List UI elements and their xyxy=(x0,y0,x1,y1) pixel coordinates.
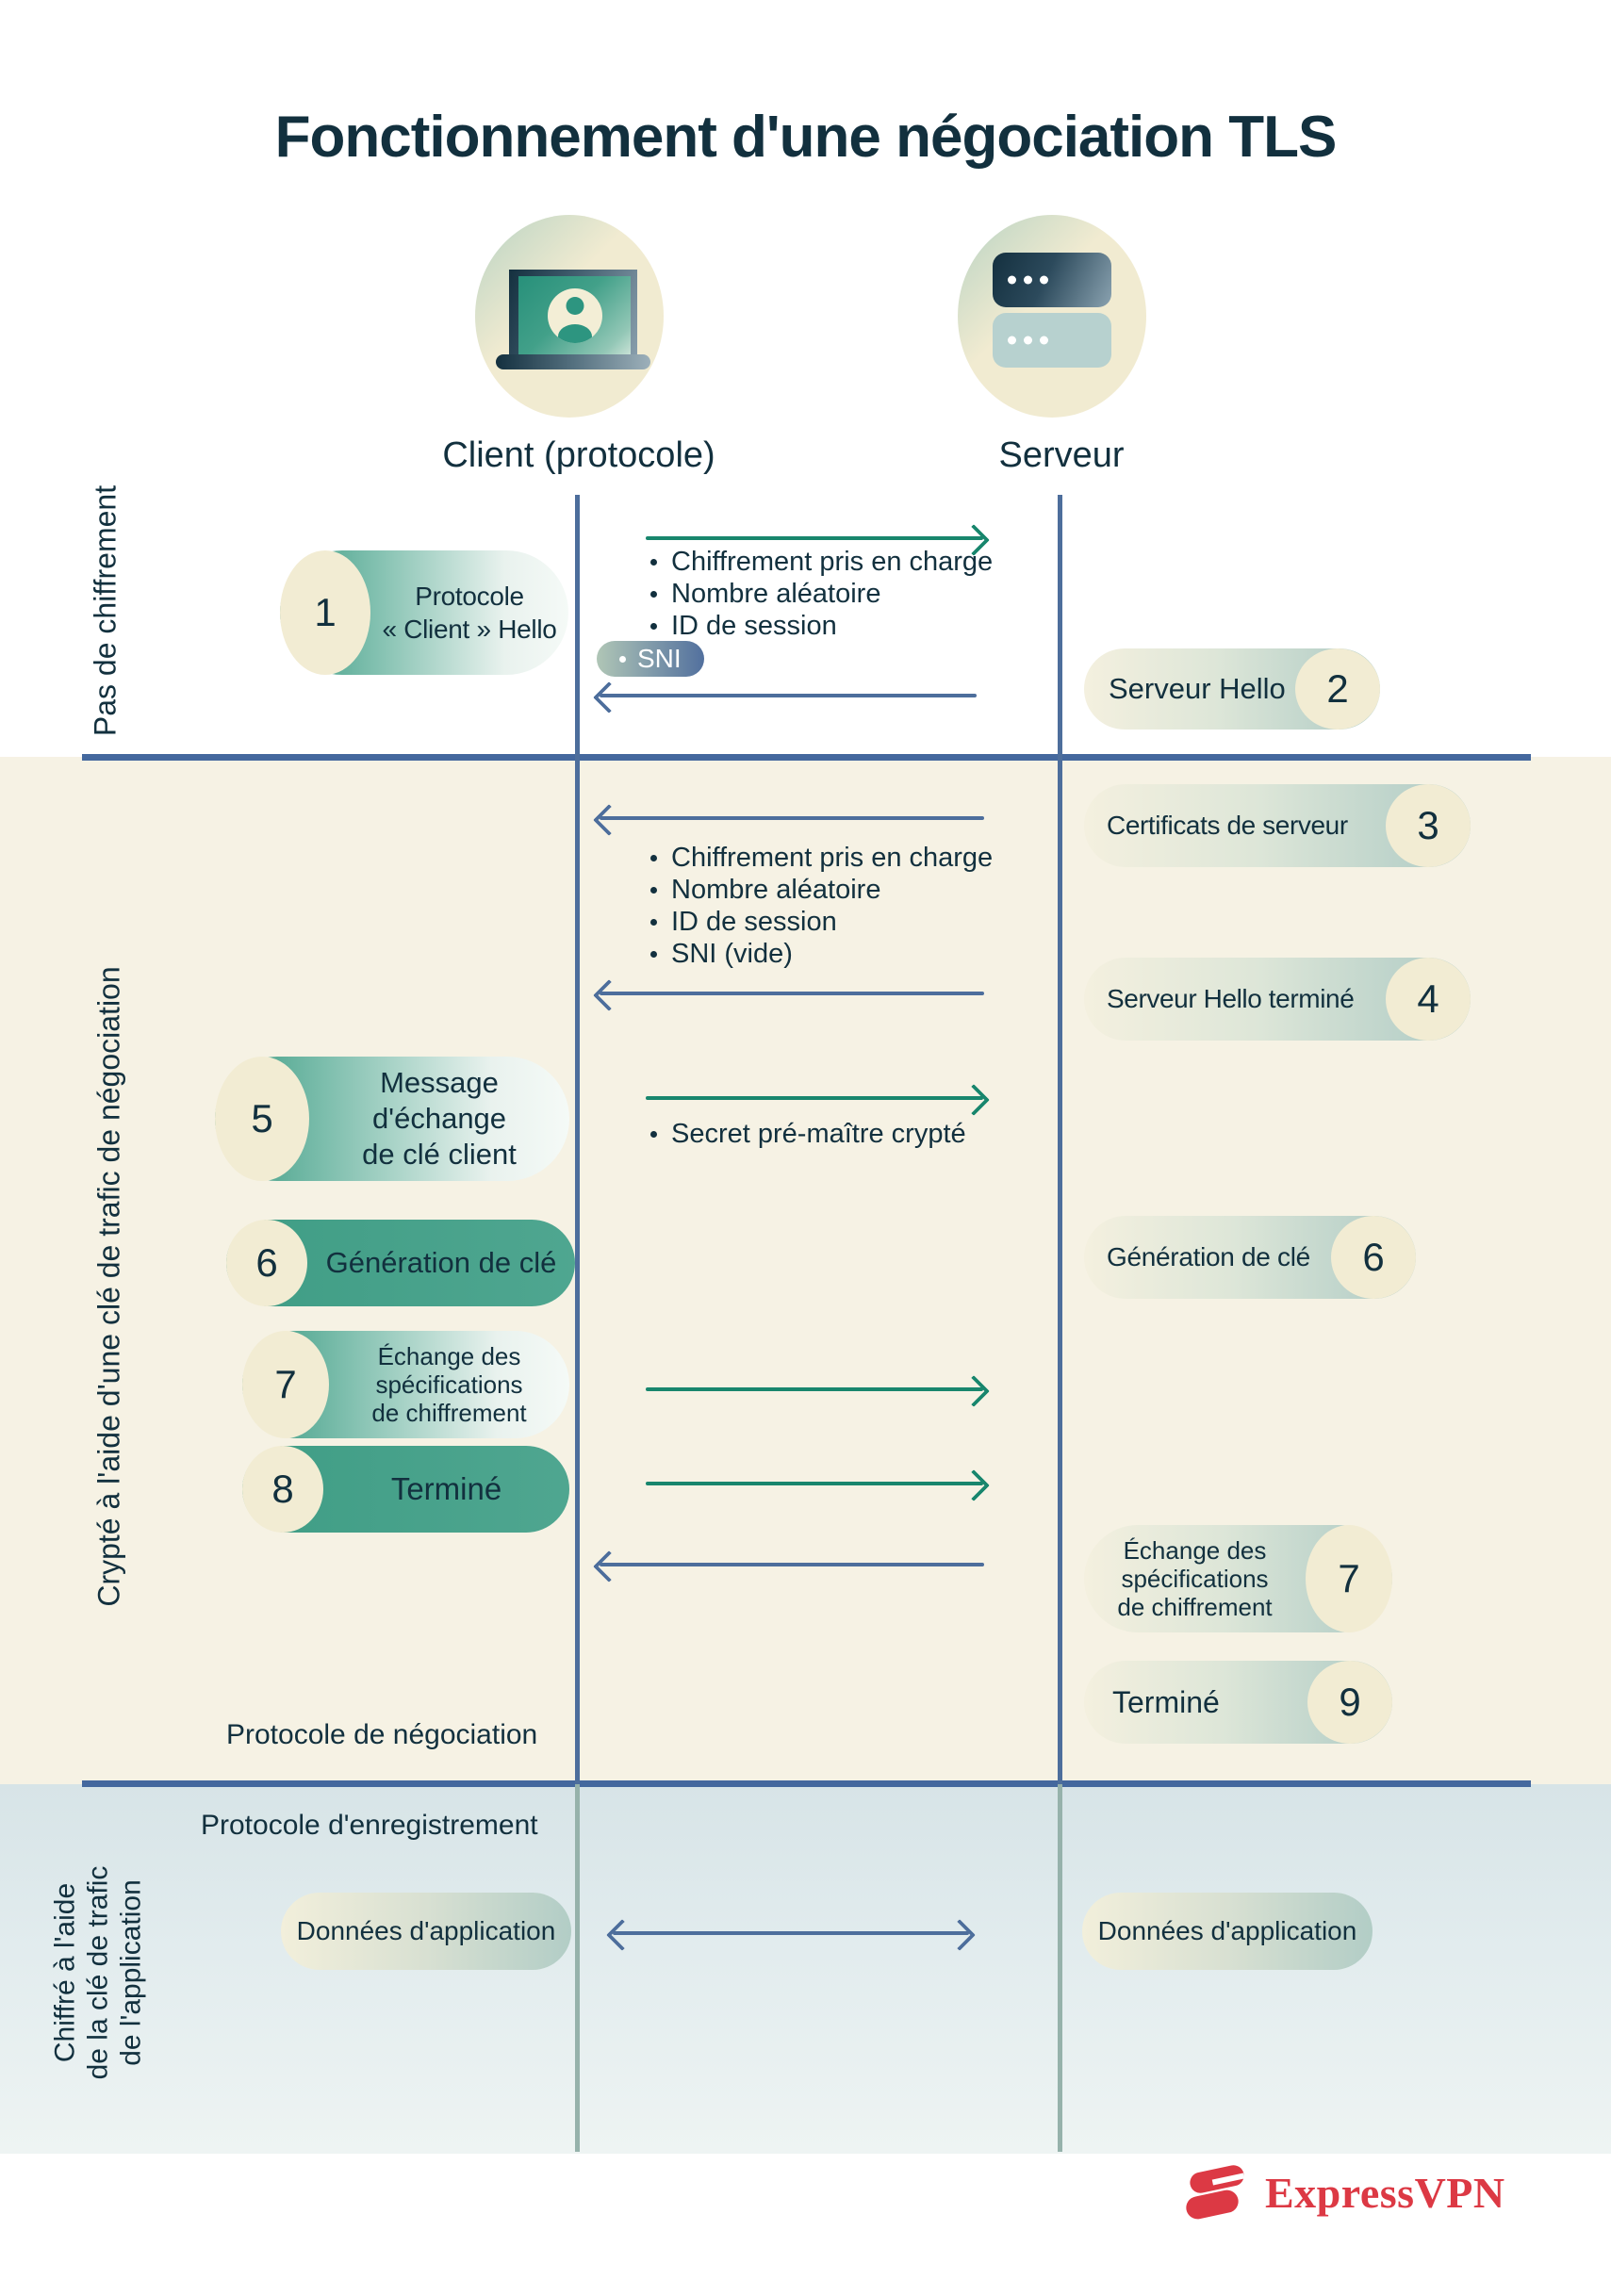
section-divider-2 xyxy=(82,1780,1531,1787)
client-lifeline xyxy=(575,495,580,1784)
pill-label-line: Échange des xyxy=(377,1342,521,1370)
laptop-base xyxy=(496,354,650,369)
sni-text: SNI xyxy=(637,644,682,673)
step-number-badge: 6 xyxy=(1331,1216,1416,1299)
negotiation-protocol-label: Protocole de négociation xyxy=(226,1719,538,1750)
pill-label-line: de chiffrement xyxy=(371,1399,527,1427)
pill-label: Certificats de serveur xyxy=(1107,811,1348,840)
step-finished-server-pill xyxy=(1084,1661,1392,1744)
step-key-generation-client-pill xyxy=(226,1220,575,1306)
server-hello-bullet-list xyxy=(650,842,993,970)
client-hello-bullet-list xyxy=(650,546,993,642)
step-number-badge: 1 xyxy=(280,550,370,675)
side-label-line: Chiffré à l'aide xyxy=(49,1882,81,2063)
avatar-head xyxy=(566,297,584,315)
step-number-badge: 7 xyxy=(242,1331,329,1438)
side-label-line: de la clé de trafic xyxy=(82,1865,114,2080)
pill-label: Terminé xyxy=(1112,1684,1220,1719)
arrow-server-hello-done xyxy=(598,982,986,1005)
bullet-icon xyxy=(650,919,657,926)
bullet-text: Chiffrement pris en charge xyxy=(671,546,994,577)
pill-label: Serveur Hello xyxy=(1109,672,1286,705)
bullet-icon xyxy=(650,623,657,630)
bullet-text: Secret pré-maître crypté xyxy=(671,1118,966,1149)
pill-label-line: « Client » Hello xyxy=(382,615,557,644)
pill-label-line: de chiffrement xyxy=(1117,1593,1273,1621)
step-server-certificates-pill xyxy=(1084,784,1471,867)
pill-label-line: Échange des xyxy=(1123,1536,1267,1565)
side-label-application-key xyxy=(49,1866,148,2080)
step-client-hello-pill xyxy=(280,550,568,675)
bullet-icon xyxy=(650,1131,657,1138)
step-cipher-spec-server-pill xyxy=(1084,1525,1392,1632)
expressvpn-logo-icon xyxy=(1184,2164,1254,2228)
avatar-shoulders xyxy=(558,324,592,343)
application-data-client-pill: Données d'application xyxy=(281,1893,571,1970)
list-item xyxy=(650,842,993,874)
list-item xyxy=(650,546,993,578)
avatar xyxy=(548,288,602,343)
step-key-generation-server-pill xyxy=(1084,1216,1416,1299)
list-item xyxy=(650,610,993,642)
server-led-icon xyxy=(1024,336,1032,345)
side-label-negotiation-key: Crypté à l'aide d'une clé de trafic de négociation xyxy=(91,966,126,1607)
bullet-text: ID de session xyxy=(671,610,837,641)
step-server-hello-done-pill xyxy=(1084,958,1471,1041)
step-server-hello-pill xyxy=(1084,648,1380,730)
bullet-text: SNI (vide) xyxy=(671,938,793,969)
server-led-icon xyxy=(1040,336,1048,345)
arrow-certificates xyxy=(598,807,986,829)
application-data-server-pill: Données d'application xyxy=(1082,1893,1373,1970)
pill-label: Génération de clé xyxy=(1107,1242,1310,1271)
client-label: Client (protocole) xyxy=(442,435,715,475)
laptop-screen-glass xyxy=(518,276,631,354)
list-item xyxy=(650,938,993,970)
client-laptop-icon xyxy=(475,215,664,418)
bullet-text: ID de session xyxy=(671,906,837,937)
client-lifeline-application xyxy=(575,1784,580,2152)
bullet-icon xyxy=(650,559,657,566)
bullet-icon xyxy=(650,855,657,861)
arrow-server-hello xyxy=(598,684,978,707)
pill-label-line: de clé client xyxy=(362,1138,517,1171)
laptop-screen xyxy=(509,270,637,354)
bullet-icon xyxy=(650,887,657,894)
list-item xyxy=(650,578,993,610)
pill-label-line: spécifications xyxy=(1121,1565,1269,1593)
arrow-finished-client xyxy=(644,1472,985,1495)
server-led-icon xyxy=(1024,276,1032,285)
server-lifeline xyxy=(1058,495,1062,1784)
side-label-no-encryption: Pas de chiffrement xyxy=(88,484,123,737)
server-label: Serveur xyxy=(998,435,1125,475)
bullet-text: Nombre aléatoire xyxy=(671,874,881,905)
server-lifeline-application xyxy=(1058,1784,1062,2152)
server-stack-icon xyxy=(958,215,1146,418)
server-unit-bottom xyxy=(993,313,1111,368)
step-key-exchange-pill xyxy=(215,1057,569,1181)
pill-label-line: spécifications xyxy=(375,1370,523,1399)
step-cipher-spec-client-pill xyxy=(242,1331,569,1438)
pill-label: Génération de clé xyxy=(325,1246,557,1279)
record-protocol-label: Protocole d'enregistrement xyxy=(201,1810,538,1841)
server-led-icon xyxy=(1008,276,1016,285)
pill-label-line: Message d'échange xyxy=(371,1066,507,1135)
server-led-icon xyxy=(1008,336,1016,345)
arrow-cipher-spec-server xyxy=(598,1553,986,1576)
arrow-application-data xyxy=(611,1922,971,1944)
pill-label: Terminé xyxy=(390,1471,502,1506)
list-item xyxy=(650,906,993,938)
step-number-badge: 2 xyxy=(1295,648,1380,730)
server-led-icon xyxy=(1040,276,1048,285)
step-number-badge: 8 xyxy=(242,1446,323,1533)
section-divider-1 xyxy=(82,754,1531,761)
pill-label-line: Protocole xyxy=(415,582,524,611)
arrow-cipher-spec-client xyxy=(644,1378,985,1401)
step-number-badge: 4 xyxy=(1386,958,1471,1041)
secret-bullet xyxy=(650,1118,966,1150)
step-number-badge: 7 xyxy=(1306,1525,1392,1632)
bullet-text: Chiffrement pris en charge xyxy=(671,842,994,873)
step-finished-client-pill xyxy=(242,1446,569,1533)
logo-bar-bottom xyxy=(1184,2188,1241,2221)
arrow-key-exchange xyxy=(644,1087,985,1109)
bullet-icon xyxy=(619,656,626,663)
bullet-icon xyxy=(650,951,657,958)
expressvpn-wordmark: ExpressVPN xyxy=(1265,2169,1505,2217)
pill-label: Serveur Hello terminé xyxy=(1107,984,1355,1013)
server-unit-top xyxy=(993,253,1111,307)
step-number-badge: 5 xyxy=(215,1057,309,1181)
list-item xyxy=(650,874,993,906)
side-label-line: de l'application xyxy=(115,1879,147,2066)
step-number-badge: 6 xyxy=(226,1220,307,1306)
bullet-icon xyxy=(650,591,657,598)
bullet-text: Nombre aléatoire xyxy=(671,578,881,609)
sni-highlight-pill xyxy=(597,641,704,677)
page-title: Fonctionnement d'une négociation TLS xyxy=(274,105,1337,170)
step-number-badge: 9 xyxy=(1307,1661,1392,1744)
step-number-badge: 3 xyxy=(1386,784,1471,867)
